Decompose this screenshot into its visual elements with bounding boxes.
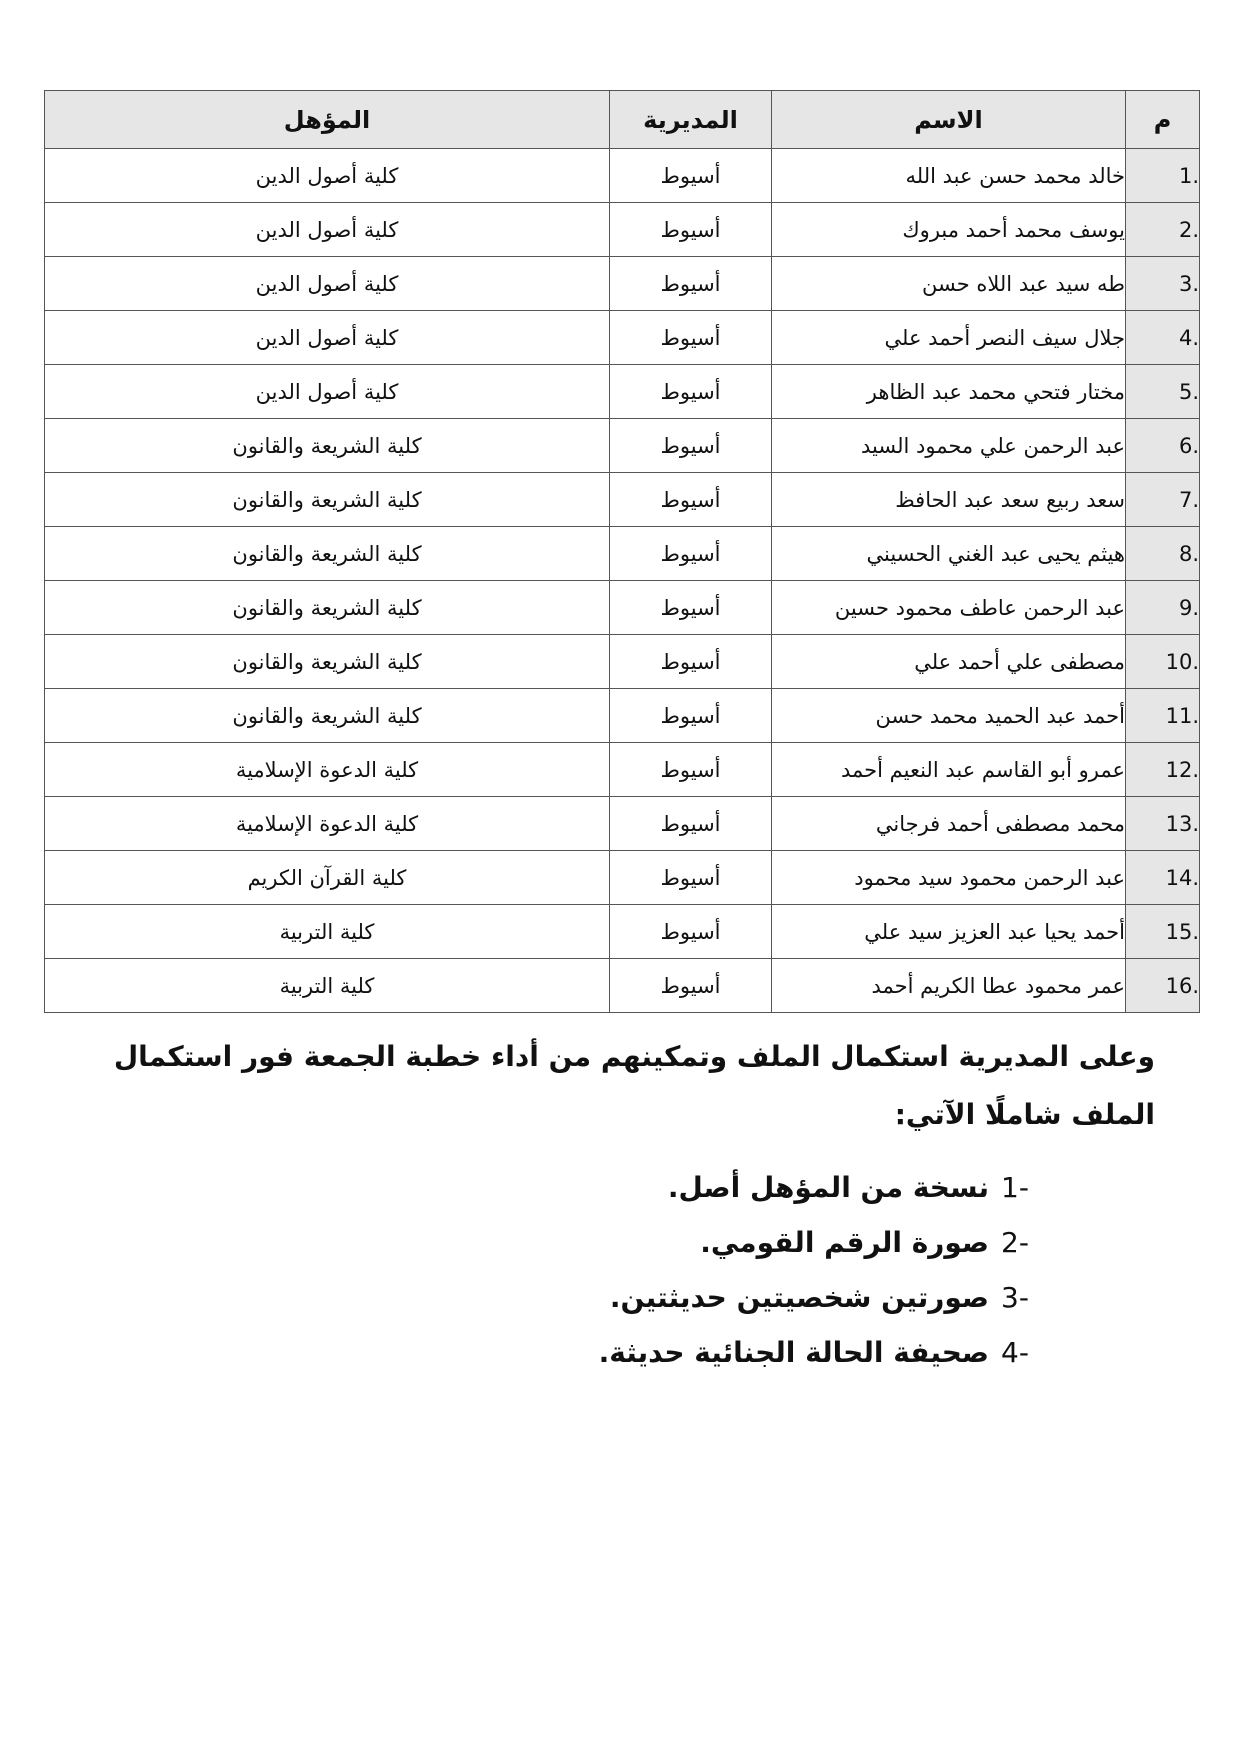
row-qualification: كلية أصول الدين — [45, 149, 610, 203]
row-name: جلال سيف النصر أحمد علي — [772, 311, 1126, 365]
row-number: 16. — [1126, 959, 1200, 1013]
row-directorate: أسيوط — [610, 203, 772, 257]
requirement-text: صورة الرقم القومي. — [700, 1226, 989, 1259]
row-name: عمر محمود عطا الكريم أحمد — [772, 959, 1126, 1013]
imams-table — [44, 90, 1200, 1013]
directorate-note: وعلى المديرية استكمال الملف وتمكينهم من أداء خطبة الجمعة فور استكمال الملف شاملًا الآتي: — [113, 1040, 1155, 1131]
row-name: مختار فتحي محمد عبد الظاهر — [772, 365, 1126, 419]
row-qualification: كلية أصول الدين — [45, 311, 610, 365]
row-number: 12. — [1126, 743, 1200, 797]
header-qualification: المؤهل — [45, 91, 610, 149]
row-qualification: كلية الشريعة والقانون — [45, 689, 610, 743]
row-qualification: كلية أصول الدين — [45, 257, 610, 311]
table-row — [45, 689, 1200, 743]
table-row — [45, 257, 1200, 311]
row-qualification: كلية التربية — [45, 959, 610, 1013]
row-qualification: كلية أصول الدين — [45, 203, 610, 257]
row-directorate: أسيوط — [610, 419, 772, 473]
table-row — [45, 473, 1200, 527]
requirement-number: 2- — [1001, 1226, 1029, 1259]
requirement-number: 4- — [1001, 1336, 1029, 1369]
row-number: 13. — [1126, 797, 1200, 851]
row-name: سعد ربيع سعد عبد الحافظ — [772, 473, 1126, 527]
row-number: 10. — [1126, 635, 1200, 689]
row-directorate: أسيوط — [610, 149, 772, 203]
row-number: 7. — [1126, 473, 1200, 527]
row-number: 5. — [1126, 365, 1200, 419]
row-number: 3. — [1126, 257, 1200, 311]
table-row — [45, 959, 1200, 1013]
table-header-row — [45, 91, 1200, 149]
requirements-list — [361, 1160, 1061, 1380]
row-directorate: أسيوط — [610, 905, 772, 959]
row-number: 15. — [1126, 905, 1200, 959]
row-number: 2. — [1126, 203, 1200, 257]
row-qualification: كلية الدعوة الإسلامية — [45, 797, 610, 851]
row-number: 1. — [1126, 149, 1200, 203]
row-number: 8. — [1126, 527, 1200, 581]
requirement-text: صورتين شخصيتين حديثتين. — [609, 1281, 989, 1314]
table-row — [45, 419, 1200, 473]
header-name: الاسم — [772, 91, 1126, 149]
row-directorate: أسيوط — [610, 689, 772, 743]
table-row — [45, 635, 1200, 689]
table-row — [45, 203, 1200, 257]
table-body — [45, 149, 1200, 1013]
row-name: محمد مصطفى أحمد فرجاني — [772, 797, 1126, 851]
row-qualification: كلية أصول الدين — [45, 365, 610, 419]
table-row — [45, 527, 1200, 581]
row-directorate: أسيوط — [610, 959, 772, 1013]
table-row — [45, 581, 1200, 635]
row-directorate: أسيوط — [610, 527, 772, 581]
row-name: مصطفى علي أحمد علي — [772, 635, 1126, 689]
header-directorate: المديرية — [610, 91, 772, 149]
row-qualification: كلية الشريعة والقانون — [45, 635, 610, 689]
row-number: 14. — [1126, 851, 1200, 905]
row-name: عبد الرحمن محمود سيد محمود — [772, 851, 1126, 905]
requirement-item — [361, 1325, 1061, 1380]
table-row — [45, 797, 1200, 851]
table-row — [45, 743, 1200, 797]
row-qualification: كلية التربية — [45, 905, 610, 959]
row-name: عمرو أبو القاسم عبد النعيم أحمد — [772, 743, 1126, 797]
requirement-item — [361, 1215, 1061, 1270]
table-row — [45, 149, 1200, 203]
header-num: م — [1126, 91, 1200, 149]
row-directorate: أسيوط — [610, 743, 772, 797]
row-directorate: أسيوط — [610, 797, 772, 851]
row-number: 6. — [1126, 419, 1200, 473]
row-name: أحمد عبد الحميد محمد حسن — [772, 689, 1126, 743]
requirement-text: صحيفة الحالة الجنائية حديثة. — [598, 1336, 989, 1369]
table-row — [45, 905, 1200, 959]
row-name: طه سيد عبد اللاه حسن — [772, 257, 1126, 311]
row-qualification: كلية الشريعة والقانون — [45, 419, 610, 473]
row-directorate: أسيوط — [610, 365, 772, 419]
row-number: 11. — [1126, 689, 1200, 743]
row-name: عبد الرحمن عاطف محمود حسين — [772, 581, 1126, 635]
table-row — [45, 311, 1200, 365]
requirement-item — [361, 1270, 1061, 1325]
row-name: هيثم يحيى عبد الغني الحسيني — [772, 527, 1126, 581]
requirement-number: 1- — [1001, 1171, 1029, 1204]
row-qualification: كلية الشريعة والقانون — [45, 527, 610, 581]
table-row — [45, 851, 1200, 905]
row-directorate: أسيوط — [610, 473, 772, 527]
requirement-number: 3- — [1001, 1281, 1029, 1314]
row-name: يوسف محمد أحمد مبروك — [772, 203, 1126, 257]
row-qualification: كلية الدعوة الإسلامية — [45, 743, 610, 797]
row-qualification: كلية القرآن الكريم — [45, 851, 610, 905]
row-name: أحمد يحيا عبد العزيز سيد علي — [772, 905, 1126, 959]
requirement-item — [361, 1160, 1061, 1215]
row-directorate: أسيوط — [610, 311, 772, 365]
row-name: خالد محمد حسن عبد الله — [772, 149, 1126, 203]
row-directorate: أسيوط — [610, 851, 772, 905]
row-name: عبد الرحمن علي محمود السيد — [772, 419, 1126, 473]
row-directorate: أسيوط — [610, 257, 772, 311]
row-number: 9. — [1126, 581, 1200, 635]
row-qualification: كلية الشريعة والقانون — [45, 473, 610, 527]
table-row — [45, 365, 1200, 419]
row-number: 4. — [1126, 311, 1200, 365]
row-directorate: أسيوط — [610, 581, 772, 635]
row-directorate: أسيوط — [610, 635, 772, 689]
row-qualification: كلية الشريعة والقانون — [45, 581, 610, 635]
requirement-text: نسخة من المؤهل أصل. — [667, 1171, 989, 1204]
